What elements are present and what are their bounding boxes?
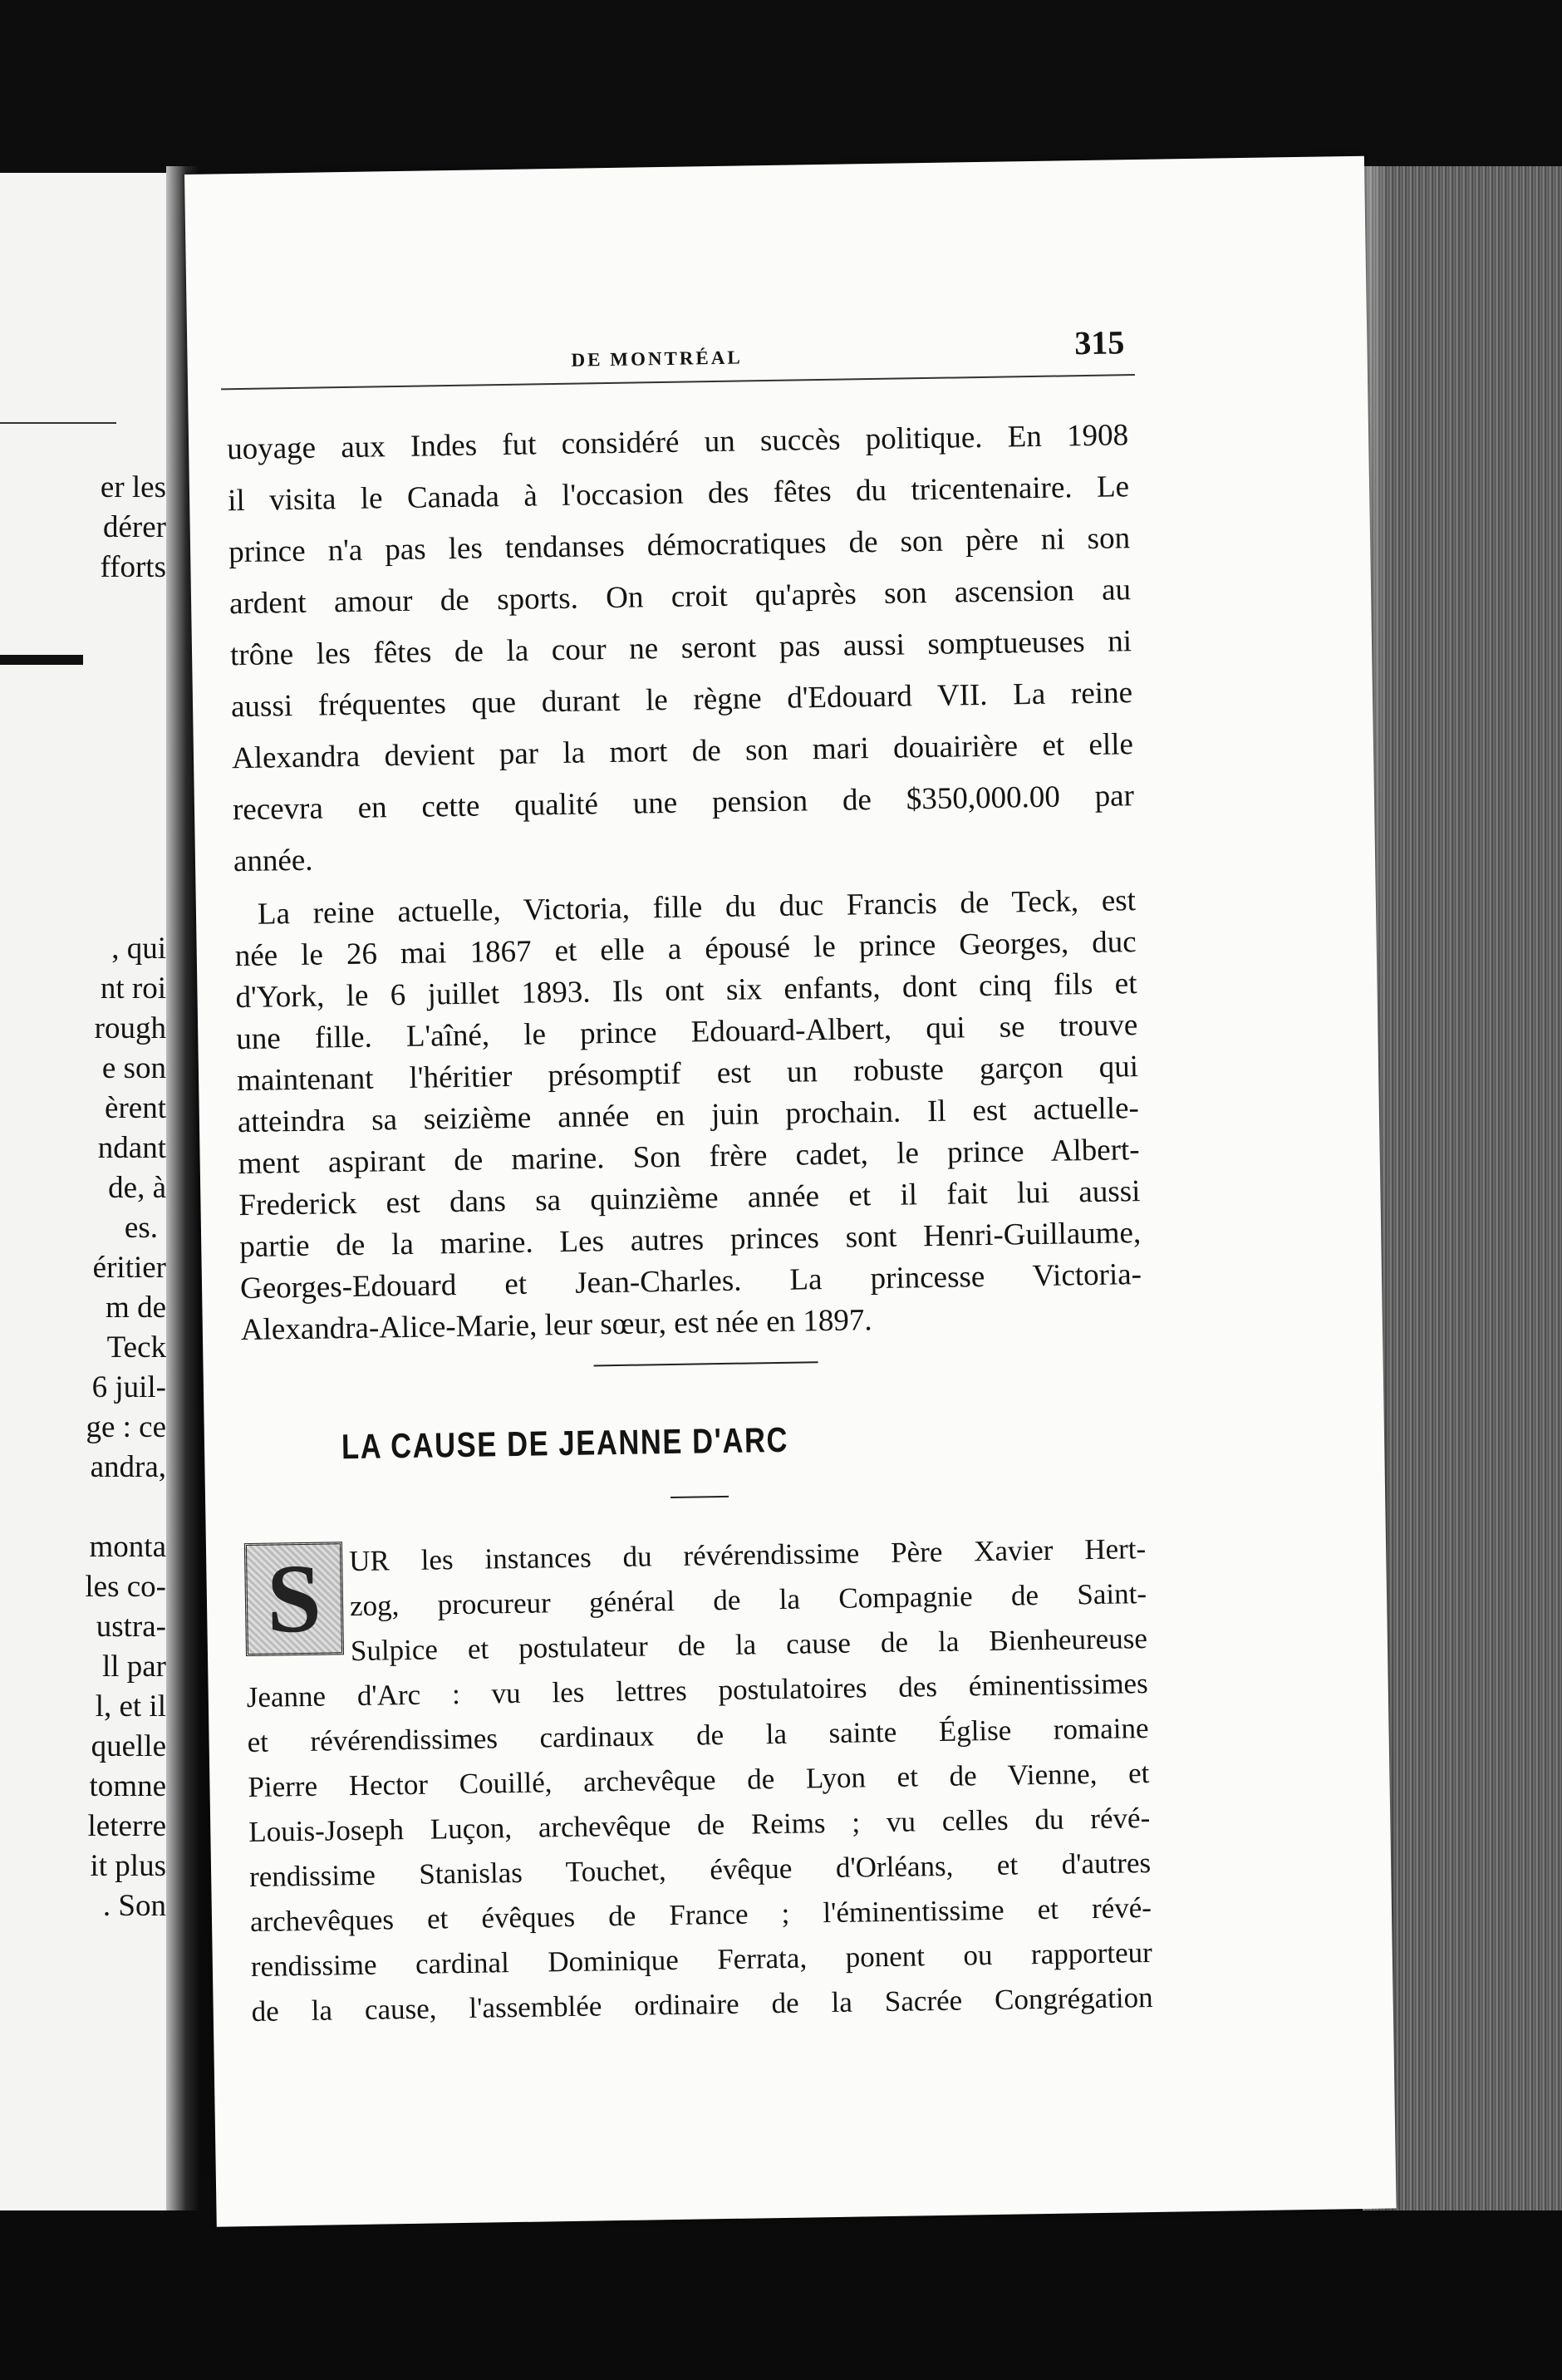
left-line: quelle xyxy=(91,1729,166,1763)
text-line: trône les fêtes de la cour ne seront pas aussi somptueuses ni xyxy=(229,624,1132,673)
left-line: m de xyxy=(106,1291,166,1325)
text-line: Georges-Edouard et Jean-Charles. La princesse Victoria- xyxy=(239,1257,1142,1306)
left-line: ustra- xyxy=(96,1610,166,1644)
main-page xyxy=(184,156,1397,2227)
header-rule xyxy=(221,374,1135,390)
article-title: LA CAUSE DE JEANNE D'ARC xyxy=(341,1419,789,1467)
left-page-bar xyxy=(0,655,83,665)
text-line: Alexandra devient par la mort de son mari douairière et elle xyxy=(231,727,1134,776)
left-line: fforts xyxy=(100,550,166,584)
text-line: maintenant l'héritier présomptif est un robuste garçon qui xyxy=(236,1050,1139,1099)
text-line: et révérendissimes cardinaux de la sainte Église romaine xyxy=(247,1712,1149,1759)
left-line: rough xyxy=(94,1011,166,1045)
text-line: une fille. L'aîné, le prince Edouard-Albert, qui se trouve xyxy=(236,1008,1138,1057)
text-line: prince n'a pas les tendanses démocratiques de son père ni son xyxy=(228,521,1131,570)
left-line: ll par xyxy=(101,1650,166,1684)
text-line: recevra en cette qualité une pension de $350,000.00 par xyxy=(232,779,1135,828)
text-line: Jeanne d'Arc : vu les lettres postulatoires des éminentissimes xyxy=(246,1667,1148,1714)
left-line: , qui xyxy=(111,932,166,966)
text-line: zog, procureur général de la Compagnie de Saint- xyxy=(349,1577,1147,1623)
left-line: . Son xyxy=(102,1889,166,1923)
text-line: archevêques et évêques de France ; l'éminentissime et révé- xyxy=(249,1891,1152,1939)
section-rule xyxy=(594,1361,818,1366)
text-line: rendissime cardinal Dominique Ferrata, ponent ou rapporteur xyxy=(250,1935,1153,1984)
left-line: it plus xyxy=(90,1849,166,1883)
text-line: de la cause, l'assemblée ordinaire de la Sacrée Congrégation xyxy=(251,1980,1153,2028)
left-line: 6 juil- xyxy=(91,1370,166,1404)
text-line: Alexandra-Alice-Marie, leur sœur, est née en 1897. xyxy=(240,1303,872,1348)
text-line: ment aspirant de marine. Son frère cadet, le prince Albert- xyxy=(238,1133,1140,1182)
left-line: l, et il xyxy=(95,1689,166,1724)
left-line: nt roi xyxy=(100,971,166,1006)
left-line: es. xyxy=(124,1211,158,1245)
text-line: UR les instances du révérendissime Père Xavier Hert- xyxy=(348,1532,1147,1578)
page-edges xyxy=(1363,166,1562,2210)
text-line: La reine actuelle, Victoria, fille du duc Francis de Teck, est xyxy=(257,883,1137,932)
text-line: d'York, le 6 juillet 1893. Ils ont six enfants, dont cinq fils et xyxy=(235,966,1137,1015)
left-line: ndant xyxy=(97,1131,166,1165)
title-rule xyxy=(670,1496,729,1498)
text-line: aussi fréquentes que durant le règne d'Edouard VII. La reine xyxy=(230,676,1133,725)
left-line: er les xyxy=(100,470,166,504)
text-line: il visita le Canada à l'occasion des fêtes du tricentenaire. Le xyxy=(227,470,1130,519)
left-line: monta xyxy=(89,1530,166,1564)
text-line: partie de la marine. Les autres princes sont Henri-Guillaume, xyxy=(238,1216,1142,1265)
text-line: atteindra sa seizième année en juin prochain. Il est actuelle- xyxy=(237,1091,1140,1140)
text-line: Frederick est dans sa quinzième année et il fait lui aussi xyxy=(238,1174,1141,1223)
left-line: èrent xyxy=(105,1091,166,1125)
left-line: les co- xyxy=(85,1570,166,1604)
left-line: e son xyxy=(101,1051,166,1085)
left-line: éritier xyxy=(92,1251,166,1285)
left-page xyxy=(0,173,187,2210)
left-line: tomne xyxy=(89,1769,166,1803)
text-line: rendissime Stanislas Touchet, évêque d'Orléans, et d'autres xyxy=(248,1846,1152,1894)
text-line: année. xyxy=(233,843,313,879)
drop-cap: S xyxy=(244,1542,344,1656)
left-line: de, à xyxy=(108,1171,166,1205)
text-line: Louis-Joseph Luçon, archevêque de Reims ; vu celles du révé- xyxy=(248,1801,1151,1849)
left-line: leterre xyxy=(87,1809,166,1843)
running-head: DE MONTRÉAL xyxy=(571,347,743,371)
left-page-rule xyxy=(0,422,116,424)
text-line: uoyage aux Indes fut considéré un succès politique. En 1908 xyxy=(226,418,1129,467)
text-line: ardent amour de sports. On croit qu'après son ascension au xyxy=(228,573,1132,622)
left-line: dérer xyxy=(103,510,166,544)
left-line: andra, xyxy=(90,1450,166,1484)
text-line: Sulpice et postulateur de la cause de la Bienheureuse xyxy=(350,1622,1148,1668)
left-line: ge : ce xyxy=(86,1410,166,1444)
left-line: Teck xyxy=(106,1330,166,1365)
text-line: Pierre Hector Couillé, archevêque de Lyon et de Vienne, et xyxy=(248,1756,1150,1804)
page-number: 315 xyxy=(1073,323,1125,362)
text-line: née le 26 mai 1867 et elle a épousé le prince Georges, duc xyxy=(234,925,1137,974)
